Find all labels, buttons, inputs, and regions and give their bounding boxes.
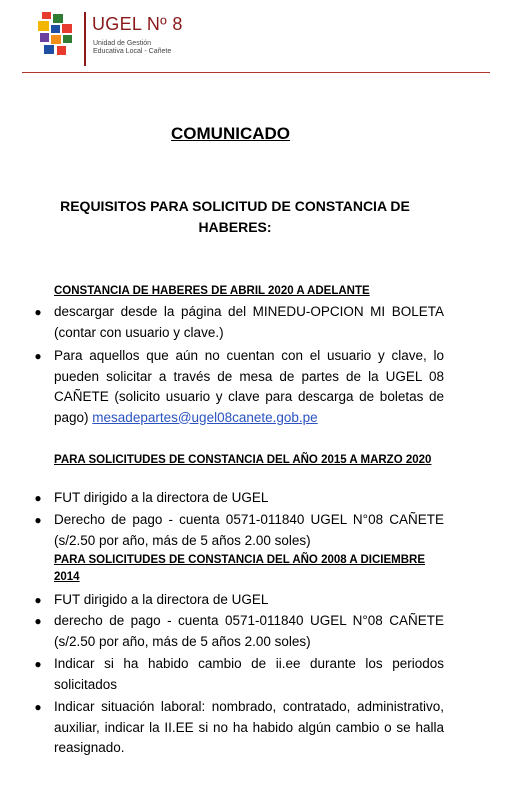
list-item-text: FUT dirigido a la directora de UGEL [54,490,269,505]
list-item [30,510,444,551]
page-title: COMUNICADO [171,124,290,143]
section-heading-2008-2014: PARA SOLICITUDES DE CONSTANCIA DEL AÑO 2008 A DICIEMBRE 2014 [54,554,426,583]
list-item-text: descargar desde la página del MINEDU-OPCION MI BOLETA (contar con usuario y clave.) [54,304,444,340]
bullet-icon: ● [34,700,42,714]
list-item [30,346,444,428]
list-item-text: Para aquellos que aún no cuentan con el usuario y clave, lo pueden solicitar a través de mesa de partes de la UGEL 08 CAÑETE (solicito usuario y clave para descarga de boletas de pago) mesadepartes@ugel08canete.gob.pe [54,348,444,425]
logo-title: UGEL Nº 8 [92,14,183,34]
bullet-icon: ● [34,305,42,319]
page-subtitle: REQUISITOS PARA SOLICITUD DE CONSTANCIA DE HABERES: [60,198,410,235]
logo-divider [84,12,86,66]
bullet-icon: ● [34,513,42,527]
bullet-icon: ● [34,491,42,505]
logo-subtitle-line-2: Educativa Local - Cañete [93,48,172,55]
email-link[interactable]: mesadepartes@ugel08canete.gob.pe [92,409,318,425]
list-item-text: Indicar situación laboral: nombrado, contratado, administrativo, auxiliar, indicar la II.EE si no ha habido algún cambio o se halla reasignado. [54,699,444,755]
list-item [30,488,444,509]
list-item [30,611,444,652]
ugel-logo-icon [38,12,74,58]
list-item [30,302,444,343]
list-item-text: derecho de pago - cuenta 0571-011840 UGEL N°08 CAÑETE (s/2.50 por año, más de 5 años 2.00 soles) [54,613,444,649]
bullet-icon: ● [34,614,42,628]
list-item [30,590,444,611]
list-item [30,697,444,759]
bullet-icon: ● [34,657,42,671]
bullet-icon: ● [34,593,42,607]
logo-subtitle-line-1: Unidad de Gestión [93,40,151,47]
list-item [30,654,444,695]
section-heading-2015-2020: PARA SOLICITUDES DE CONSTANCIA DEL AÑO 2015 A MARZO 2020 [54,454,432,466]
list-item-text: FUT dirigido a la directora de UGEL [54,592,269,607]
header-divider [22,72,490,73]
bullet-icon: ● [34,349,42,363]
list-item-text: Indicar si ha habido cambio de ii.ee durante los periodos solicitados [54,656,444,692]
section-heading-2020-onward: CONSTANCIA DE HABERES DE ABRIL 2020 A ADELANTE [54,285,370,297]
list-item-text: Derecho de pago - cuenta 0571-011840 UGEL N°08 CAÑETE (s/2.50 por año, más de 5 años 2.00 soles) [54,512,444,548]
